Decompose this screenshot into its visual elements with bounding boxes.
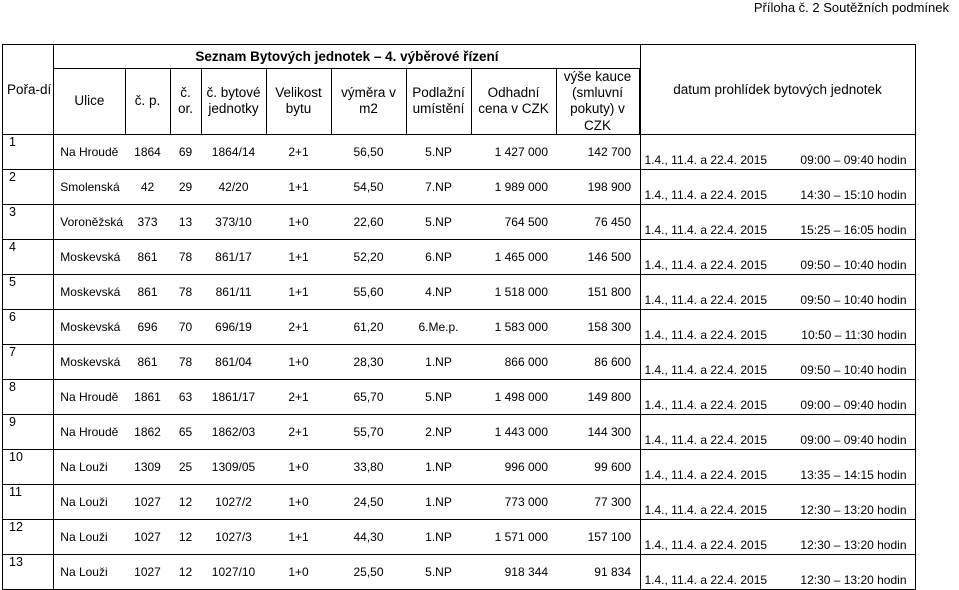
dates-cell [640,274,915,309]
cp-cell: 42 [125,169,170,204]
inspection-dates: 1.4., 11.4. a 22.4. 2015 [644,467,768,482]
size-cell: 1+0 [266,449,331,484]
inspection-time: 09:50 – 10:40 hodin [800,362,907,377]
floor-cell: 7.NP [406,169,471,204]
street-cell: Na Louži [54,554,125,589]
co-cell: 12 [170,484,201,519]
inspection-time: 09:00 – 09:40 hodin [800,152,907,167]
price-cell: 1 443 000 [471,414,556,449]
cp-cell: 1027 [125,554,170,589]
table-row [3,554,916,589]
table-row [3,484,916,519]
row-index: 10 [3,449,54,484]
inspection-time: 09:00 – 09:40 hodin [800,397,907,412]
inspection-time: 13:35 – 14:15 hodin [800,467,907,482]
row-index: 12 [3,519,54,554]
price-cell: 1 465 000 [471,239,556,274]
deposit-cell: 149 800 [556,379,639,414]
floor-cell: 1.NP [406,519,471,554]
row-index: 7 [3,344,54,379]
co-cell: 63 [170,379,201,414]
inspection-time: 12:30 – 13:20 hodin [800,537,907,552]
street-cell: Na Hroudě [54,379,125,414]
table-row [3,449,916,484]
deposit-cell: 144 300 [556,414,639,449]
row-index: 9 [3,414,54,449]
street-cell: Na Hroudě [54,414,125,449]
unit-cell: 696/19 [201,309,266,344]
deposit-cell: 76 450 [556,204,639,239]
area-cell: 25,50 [331,554,406,589]
unit-cell: 861/04 [201,344,266,379]
annex-note: Příloha č. 2 Soutěžních podmínek [753,0,949,15]
deposit-cell: 158 300 [556,309,639,344]
apartment-table [2,44,916,590]
area-cell: 61,20 [331,309,406,344]
price-cell: 1 427 000 [471,134,556,169]
price-cell: 1 571 000 [471,519,556,554]
table-row [3,414,916,449]
street-cell: Moskevská [54,309,125,344]
deposit-cell: 157 100 [556,519,639,554]
unit-cell: 1027/2 [201,484,266,519]
co-cell: 78 [170,274,201,309]
co-cell: 12 [170,554,201,589]
deposit-cell: 142 700 [556,134,639,169]
inspection-dates: 1.4., 11.4. a 22.4. 2015 [644,292,768,307]
row-index: 4 [3,239,54,274]
inspection-dates: 1.4., 11.4. a 22.4. 2015 [644,362,768,377]
size-cell: 1+1 [266,274,331,309]
dates-cell [640,379,915,414]
header-street: Ulice [54,69,125,135]
street-cell: Moskevská [54,274,125,309]
street-cell: Na Louži [54,449,125,484]
header-unit: č. bytové jednotky [201,69,266,135]
header-deposit: výše kauce (smluvní pokuty) v CZK [556,69,639,135]
price-cell: 1 583 000 [471,309,556,344]
inspection-dates: 1.4., 11.4. a 22.4. 2015 [644,572,768,587]
inspection-time: 12:30 – 13:20 hodin [800,502,907,517]
co-cell: 78 [170,344,201,379]
inspection-dates: 1.4., 11.4. a 22.4. 2015 [644,537,768,552]
size-cell: 1+0 [266,344,331,379]
price-cell: 1 518 000 [471,274,556,309]
street-cell: Na Louži [54,519,125,554]
inspection-dates: 1.4., 11.4. a 22.4. 2015 [644,327,768,342]
header-size: Velikost bytu [266,69,331,135]
row-index: 1 [3,134,54,169]
inspection-dates: 1.4., 11.4. a 22.4. 2015 [644,502,768,517]
unit-cell: 1027/3 [201,519,266,554]
price-cell: 996 000 [471,449,556,484]
price-cell: 1 989 000 [471,169,556,204]
area-cell: 56,50 [331,134,406,169]
header-cp: č. p. [125,69,170,135]
row-index: 3 [3,204,54,239]
floor-cell: 5.NP [406,379,471,414]
dates-cell [640,519,915,554]
unit-cell: 1309/05 [201,449,266,484]
table-row [3,274,916,309]
floor-cell: 5.NP [406,554,471,589]
street-cell: Na Hroudě [54,134,125,169]
floor-cell: 2.NP [406,414,471,449]
table-row [3,169,916,204]
size-cell: 1+0 [266,204,331,239]
price-cell: 773 000 [471,484,556,519]
size-cell: 2+1 [266,134,331,169]
inspection-dates: 1.4., 11.4. a 22.4. 2015 [644,432,768,447]
row-index: 6 [3,309,54,344]
inspection-time: 10:50 – 11:30 hodin [801,327,907,342]
dates-cell [640,204,915,239]
table-row [3,204,916,239]
header-dates: datum prohlídek bytových jednotek [640,45,915,135]
inspection-dates: 1.4., 11.4. a 22.4. 2015 [644,257,768,272]
table-row [3,379,916,414]
deposit-cell: 91 834 [556,554,639,589]
unit-cell: 861/11 [201,274,266,309]
table-row [3,134,916,169]
size-cell: 1+0 [266,484,331,519]
cp-cell: 1309 [125,449,170,484]
table-row [3,309,916,344]
row-index: 8 [3,379,54,414]
size-cell: 2+1 [266,414,331,449]
cp-cell: 861 [125,344,170,379]
dates-cell [640,449,915,484]
deposit-cell: 99 600 [556,449,639,484]
inspection-dates: 1.4., 11.4. a 22.4. 2015 [644,397,768,412]
dates-cell [640,239,915,274]
area-cell: 44,30 [331,519,406,554]
area-cell: 55,60 [331,274,406,309]
table-row [3,519,916,554]
inspection-time: 14:30 – 15:10 hodin [800,187,907,202]
co-cell: 13 [170,204,201,239]
floor-cell: 4.NP [406,274,471,309]
dates-cell [640,134,915,169]
unit-cell: 1861/17 [201,379,266,414]
price-cell: 1 498 000 [471,379,556,414]
header-price: Odhadní cena v CZK [471,69,556,135]
size-cell: 2+1 [266,309,331,344]
co-cell: 65 [170,414,201,449]
area-cell: 28,30 [331,344,406,379]
area-cell: 54,50 [331,169,406,204]
floor-cell: 6.NP [406,239,471,274]
floor-cell: 6.Me.p. [406,309,471,344]
dates-cell [640,554,915,589]
dates-cell [640,344,915,379]
unit-cell: 1864/14 [201,134,266,169]
cp-cell: 1864 [125,134,170,169]
area-cell: 65,70 [331,379,406,414]
inspection-time: 15:25 – 16:05 hodin [800,222,907,237]
co-cell: 29 [170,169,201,204]
cp-cell: 373 [125,204,170,239]
size-cell: 1+0 [266,554,331,589]
deposit-cell: 146 500 [556,239,639,274]
area-cell: 52,20 [331,239,406,274]
co-cell: 25 [170,449,201,484]
inspection-time: 09:50 – 10:40 hodin [800,292,907,307]
street-cell: Moskevská [54,239,125,274]
street-cell: Na Louži [54,484,125,519]
row-index: 13 [3,554,54,589]
floor-cell: 1.NP [406,449,471,484]
inspection-dates: 1.4., 11.4. a 22.4. 2015 [644,187,768,202]
price-cell: 918 344 [471,554,556,589]
area-cell: 24,50 [331,484,406,519]
size-cell: 1+1 [266,519,331,554]
dates-cell [640,309,915,344]
co-cell: 78 [170,239,201,274]
floor-cell: 1.NP [406,344,471,379]
deposit-cell: 77 300 [556,484,639,519]
deposit-cell: 86 600 [556,344,639,379]
floor-cell: 5.NP [406,134,471,169]
row-index: 11 [3,484,54,519]
floor-cell: 1.NP [406,484,471,519]
cp-cell: 861 [125,274,170,309]
unit-cell: 42/20 [201,169,266,204]
price-cell: 866 000 [471,344,556,379]
cp-cell: 1027 [125,519,170,554]
header-area: výměra v m2 [331,69,406,135]
size-cell: 1+1 [266,239,331,274]
street-cell: Moskevská [54,344,125,379]
inspection-dates: 1.4., 11.4. a 22.4. 2015 [644,152,768,167]
cp-cell: 1862 [125,414,170,449]
unit-cell: 373/10 [201,204,266,239]
unit-cell: 861/17 [201,239,266,274]
size-cell: 2+1 [266,379,331,414]
dates-cell [640,169,915,204]
row-index: 5 [3,274,54,309]
cp-cell: 1861 [125,379,170,414]
unit-cell: 1862/03 [201,414,266,449]
inspection-time: 09:50 – 10:40 hodin [800,257,907,272]
row-index: 2 [3,169,54,204]
inspection-dates: 1.4., 11.4. a 22.4. 2015 [644,222,768,237]
header-floor: Podlažní umístění [406,69,471,135]
table-row [3,239,916,274]
co-cell: 69 [170,134,201,169]
area-cell: 55,70 [331,414,406,449]
header-co: č. or. [170,69,201,135]
dates-cell [640,484,915,519]
area-cell: 33,80 [331,449,406,484]
co-cell: 70 [170,309,201,344]
cp-cell: 861 [125,239,170,274]
cp-cell: 696 [125,309,170,344]
street-cell: Voroněžská [54,204,125,239]
cp-cell: 1027 [125,484,170,519]
table-body [3,134,916,589]
floor-cell: 5.NP [406,204,471,239]
street-cell: Smolenská [54,169,125,204]
unit-cell: 1027/10 [201,554,266,589]
table-row [3,344,916,379]
table-title: Seznam Bytových jednotek – 4. výběrové řízení [54,45,640,69]
co-cell: 12 [170,519,201,554]
inspection-time: 12:30 – 13:20 hodin [800,572,907,587]
dates-cell [640,414,915,449]
header-order: Pořa-dí [3,45,54,135]
inspection-time: 09:00 – 09:40 hodin [800,432,907,447]
size-cell: 1+1 [266,169,331,204]
deposit-cell: 198 900 [556,169,639,204]
area-cell: 22,60 [331,204,406,239]
price-cell: 764 500 [471,204,556,239]
deposit-cell: 151 800 [556,274,639,309]
